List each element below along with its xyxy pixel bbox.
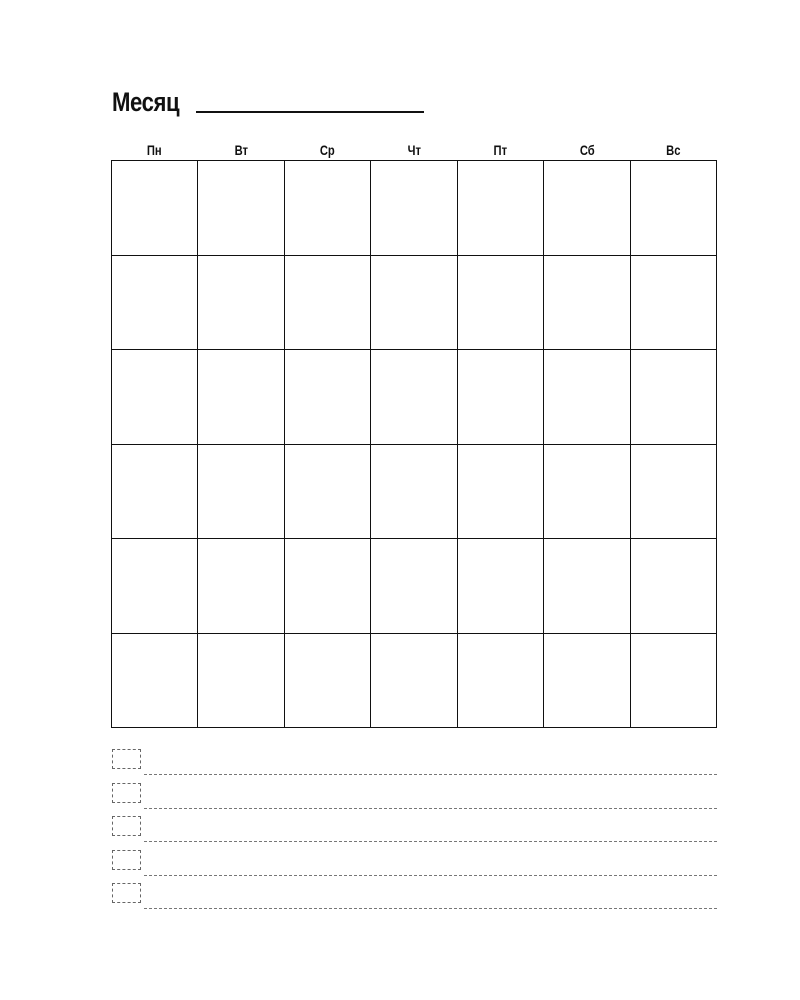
month-title: Месяц [112, 87, 180, 117]
note-checkbox[interactable] [112, 783, 141, 803]
calendar-day-cell[interactable] [285, 256, 371, 351]
calendar-day-cell[interactable] [458, 445, 544, 540]
calendar-day-cell[interactable] [112, 539, 198, 634]
calendar-day-cell[interactable] [631, 445, 717, 540]
calendar-day-cell[interactable] [631, 539, 717, 634]
calendar-day-cell[interactable] [198, 350, 284, 445]
calendar-day-cell[interactable] [198, 161, 284, 256]
calendar-day-cell[interactable] [371, 634, 457, 729]
calendar-day-cell[interactable] [544, 634, 630, 729]
calendar-day-cell[interactable] [458, 539, 544, 634]
weekday-sun: Вс [666, 142, 681, 158]
note-write-line[interactable] [144, 774, 717, 775]
calendar-day-cell[interactable] [112, 445, 198, 540]
calendar-day-cell[interactable] [112, 350, 198, 445]
calendar-day-cell[interactable] [112, 161, 198, 256]
weekday-wed: Ср [319, 142, 335, 158]
calendar-day-cell[interactable] [371, 445, 457, 540]
calendar-day-cell[interactable] [371, 350, 457, 445]
calendar-day-cell[interactable] [631, 634, 717, 729]
calendar-day-cell[interactable] [458, 161, 544, 256]
note-checkbox[interactable] [112, 850, 141, 870]
weekday-fri: Пт [493, 142, 508, 158]
calendar-day-cell[interactable] [198, 256, 284, 351]
calendar-day-cell[interactable] [544, 350, 630, 445]
calendar [111, 140, 717, 728]
calendar-day-cell[interactable] [371, 539, 457, 634]
note-row [112, 783, 717, 817]
note-checkbox[interactable] [112, 749, 141, 769]
calendar-day-cell[interactable] [371, 161, 457, 256]
calendar-day-cell[interactable] [544, 161, 630, 256]
calendar-day-cell[interactable] [112, 256, 198, 351]
calendar-day-cell[interactable] [458, 350, 544, 445]
calendar-day-cell[interactable] [198, 539, 284, 634]
calendar-day-cell[interactable] [631, 256, 717, 351]
note-row [112, 850, 717, 884]
note-write-line[interactable] [144, 841, 717, 842]
calendar-day-cell[interactable] [631, 350, 717, 445]
calendar-day-cell[interactable] [371, 256, 457, 351]
note-checkbox[interactable] [112, 816, 141, 836]
calendar-day-cell[interactable] [112, 634, 198, 729]
month-name-write-line[interactable] [196, 111, 424, 113]
weekday-thu: Чт [407, 142, 421, 158]
calendar-day-cell[interactable] [544, 445, 630, 540]
calendar-grid [111, 160, 717, 728]
notes-list [112, 749, 717, 917]
note-row [112, 816, 717, 850]
weekday-tue: Вт [234, 142, 248, 158]
calendar-day-cell[interactable] [285, 445, 371, 540]
weekday-mon: Пн [146, 142, 162, 158]
note-row [112, 749, 717, 783]
note-write-line[interactable] [144, 875, 717, 876]
calendar-day-cell[interactable] [285, 634, 371, 729]
month-title-row [112, 86, 424, 116]
calendar-day-cell[interactable] [285, 350, 371, 445]
calendar-day-cell[interactable] [285, 539, 371, 634]
calendar-day-cell[interactable] [198, 634, 284, 729]
calendar-day-cell[interactable] [544, 539, 630, 634]
calendar-day-cell[interactable] [198, 445, 284, 540]
note-checkbox[interactable] [112, 883, 141, 903]
calendar-day-cell[interactable] [544, 256, 630, 351]
calendar-day-cell[interactable] [458, 634, 544, 729]
calendar-day-cell[interactable] [458, 256, 544, 351]
note-write-line[interactable] [144, 808, 717, 809]
weekday-header [111, 140, 717, 160]
note-row [112, 883, 717, 917]
calendar-day-cell[interactable] [631, 161, 717, 256]
calendar-day-cell[interactable] [285, 161, 371, 256]
weekday-sat: Сб [579, 142, 595, 158]
note-write-line[interactable] [144, 908, 717, 909]
